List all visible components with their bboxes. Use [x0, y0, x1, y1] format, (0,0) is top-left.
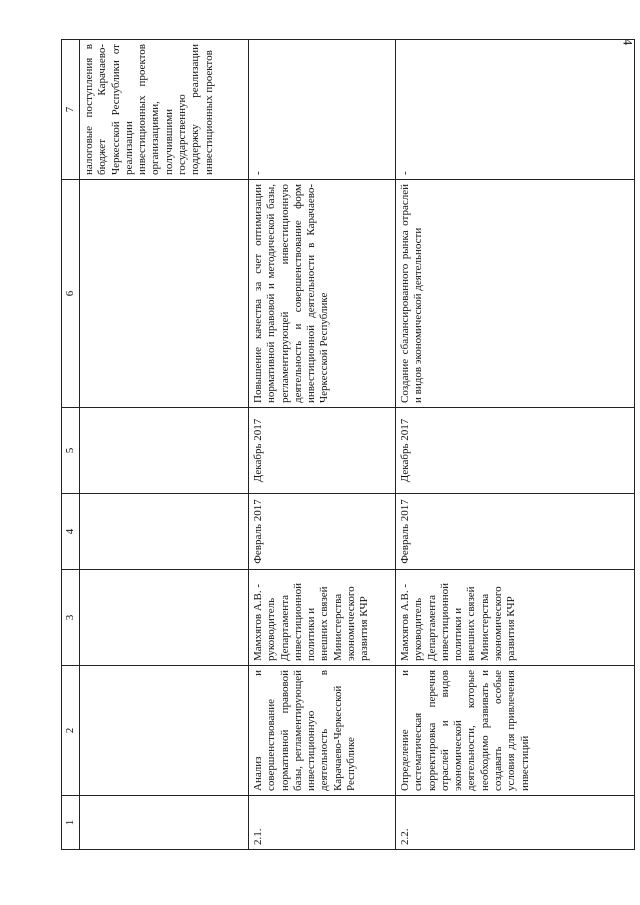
result-cell: Повышение качества за счет оптимизации нормативной правовой и методической базы, регламентирующей инвестиционную деятельность и совершенствование форм инвестиционной деятельности в Карачаево-Черкесской Республике [249, 180, 396, 408]
col-header-2: 2 [62, 666, 80, 796]
responsible-cell: Мамхягов А.В. - руководитель Департамента инвестиционной политики и внешних связей Министерства экономического развития КЧР [249, 570, 396, 666]
table-row [396, 40, 635, 850]
row-number: 2.1. [249, 796, 396, 850]
continued-row [80, 40, 249, 850]
result-cell: Создание сбалансированного рынка отраслей и видов экономической деятельности [396, 180, 635, 408]
col-header-1: 1 [62, 796, 80, 850]
indicator-cell: - [249, 40, 396, 180]
col-header-4: 4 [62, 494, 80, 570]
responsible-cell: Мамхягов А.В. - руководитель Департамента инвестиционной политики и внешних связей Министерства экономического развития КЧР [396, 570, 635, 666]
cell-empty [80, 180, 249, 408]
table-row [249, 40, 396, 850]
cell-empty [80, 570, 249, 666]
indicator-cell: - [396, 40, 635, 180]
indicator-cell: налоговые поступления в бюджет Карачаево-Черкесской Республики от реализации инвестиционных проектов организациями, получившими государственную поддержку реализации инвестиционных проектов [80, 40, 249, 180]
page-number: 4 [620, 38, 636, 46]
rotated-table-page [61, 40, 636, 850]
start-date-cell: Февраль 2017 [249, 494, 396, 570]
cell-empty [80, 408, 249, 494]
measure-cell: Анализ и совершенствование нормативной правовой базы, регламентирующей инвестиционную деятельность в Карачаево-Черкесской Республике [249, 666, 396, 796]
start-date-cell: Февраль 2017 [396, 494, 635, 570]
cell-empty [80, 666, 249, 796]
plan-table [61, 39, 635, 850]
cell-empty [80, 494, 249, 570]
row-number: 2.2. [396, 796, 635, 850]
col-header-3: 3 [62, 570, 80, 666]
col-header-6: 6 [62, 180, 80, 408]
col-header-5: 5 [62, 408, 80, 494]
cell-empty [80, 796, 249, 850]
measure-cell: Определение и систематическая корректировка перечня отраслей и видов экономической деятельности, которые необходимо развивать и создавать особые условия для привлечения инвестиций [396, 666, 635, 796]
end-date-cell: Декабрь 2017 [249, 408, 396, 494]
end-date-cell: Декабрь 2017 [396, 408, 635, 494]
col-header-7: 7 [62, 40, 80, 180]
header-row [62, 40, 80, 850]
